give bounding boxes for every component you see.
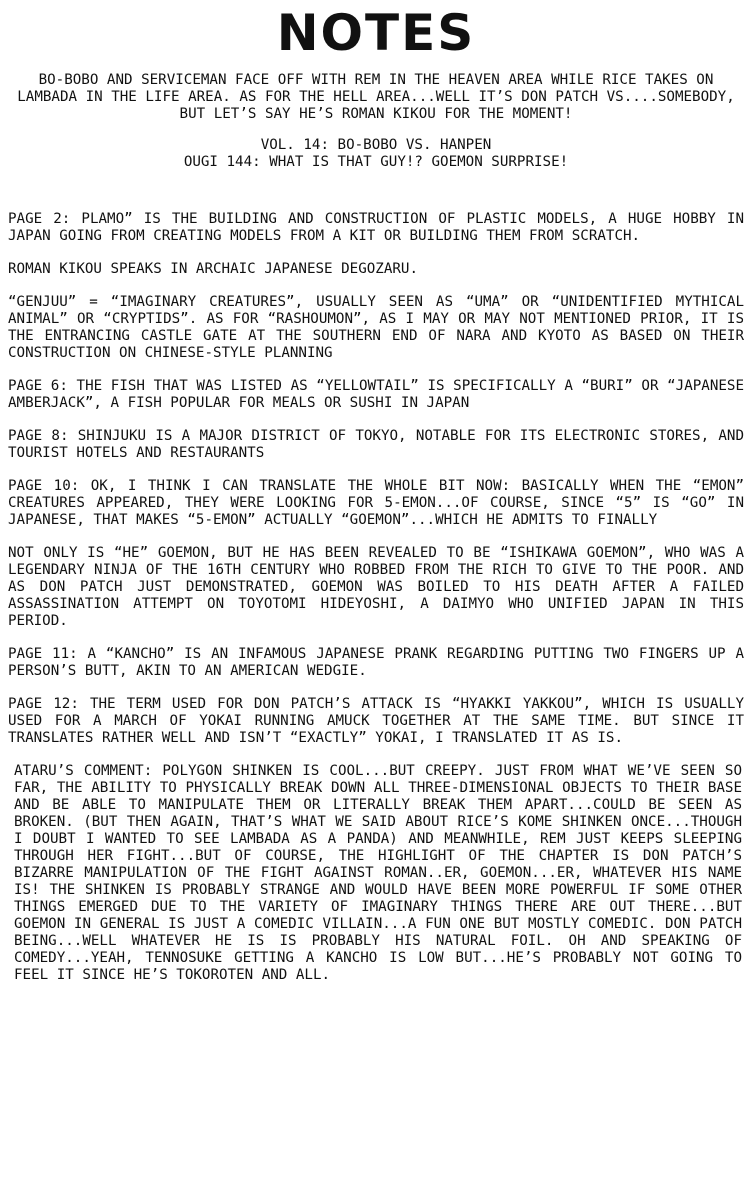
note-genjuu: “GENJUU” = “IMAGINARY CREATURES”, USUALLY SEEN AS “UMA” OR “UNIDENTIFIED MYTHICAL ANIMAL” OR “CRYPTIDS”. AS FOR “RASHOUMON”, AS I MAY OR MAY NOT MENTIONED PRIOR, IT IS THE ENTRANCING CASTLE GATE AT THE SOUTHERN END OF NARA AND KYOTO AS BASED ON THEIR CONSTRUCTION ON CHINESE-STYLE PLANNING	[8, 294, 744, 361]
volume-info	[8, 137, 744, 171]
note-page-10: PAGE 10: OK, I THINK I CAN TRANSLATE THE WHOLE BIT NOW: BASICALLY WHEN THE “EMON” CREATURES APPEARED, THEY WERE LOOKING FOR 5-EMON...OF COURSE, SINCE “5” IS “GO” IN JAPANESE, THAT MAKES “5-EMON” ACTUALLY “GOEMON”...WHICH HE ADMITS TO FINALLY	[8, 478, 744, 528]
note-page-12: PAGE 12: THE TERM USED FOR DON PATCH’S ATTACK IS “HYAKKI YAKKOU”, WHICH IS USUALLY USED FOR A MARCH OF YOKAI RUNNING AMUCK TOGETHER AT THE SAME TIME. BUT SINCE IT TRANSLATES RATHER WELL AND ISN’T “EXACTLY” YOKAI, I TRANSLATED IT AS IS.	[8, 696, 744, 746]
atarus-comment: ATARU’S COMMENT: POLYGON SHINKEN IS COOL...BUT CREEPY. JUST FROM WHAT WE’VE SEEN SO FAR, THE ABILITY TO PHYSICALLY BREAK DOWN ALL THREE-DIMENSIONAL OBJECTS TO THEIR BASE AND BE ABLE TO MANIPULATE THEM OR LITERALLY BREAK THEM APART...COULD BE SEEN AS BROKEN. (BUT THEN AGAIN, THAT’S WHAT WE SAID ABOUT RICE’S KOME SHINKEN ONCE...THOUGH I DOUBT I WANTED TO SEE LAMBADA AS A PANDA) AND MEANWHILE, REM JUST KEEPS SLEEPING THROUGH HER FIGHT...BUT OF COURSE, THE HIGHLIGHT OF THE CHAPTER IS DON PATCH’S BIZARRE MANIPULATION OF THE FIGHT AGAINST ROMAN..ER, GOEMON...ER, WHATEVER HIS NAME IS! THE SHINKEN IS PROBABLY STRANGE AND WOULD HAVE BEEN MORE POWERFUL IF SOME OTHER THINGS EMERGED DUE TO THE VARIETY OF IMAGINARY THINGS THERE ARE OUT THERE...BUT GOEMON IN GENERAL IS JUST A COMEDIC VILLAIN...A FUN ONE BUT MOSTLY COMEDIC. DON PATCH BEING...WELL WHATEVER HE IS IS PROBABLY HIS NATURAL FOIL. OH AND SPEAKING OF COMEDY...YEAH, TENNOSUKE GETTING A KANCHO IS LOW BUT...HE’S PROBABLY NOT GOING TO FEEL IT SINCE HE’S TOKOROTEN AND ALL.	[14, 763, 742, 983]
notes-list	[8, 211, 744, 747]
note-page-6: PAGE 6: THE FISH THAT WAS LISTED AS “YELLOWTAIL” IS SPECIFICALLY A “BURI” OR “JAPANESE AMBERJACK”, A FISH POPULAR FOR MEALS OR SUSHI IN JAPAN	[8, 378, 744, 411]
page-title: NOTES	[276, 4, 476, 62]
note-roman-kikou: ROMAN KIKOU SPEAKS IN ARCHAIC JAPANESE DEGOZARU.	[8, 261, 418, 277]
note-goemon: NOT ONLY IS “HE” GOEMON, BUT HE HAS BEEN REVEALED TO BE “ISHIKAWA GOEMON”, WHO WAS A LEGENDARY NINJA OF THE 16TH CENTURY WHO ROBBED FROM THE RICH TO GIVE TO THE POOR. AND AS DON PATCH JUST DEMONSTRATED, GOEMON WAS BOILED TO HIS DEATH AFTER A FAILED ASSASSINATION ATTEMPT ON TOYOTOMI HIDEYOSHI, A DAIMYO WHO UNIFIED JAPAN IN THIS PERIOD.	[8, 545, 744, 629]
volume-title: VOL. 14: BO-BOBO VS. HANPEN	[260, 137, 492, 153]
note-page-11: PAGE 11: A “KANCHO” IS AN INFAMOUS JAPANESE PRANK REGARDING PUTTING TWO FINGERS UP A PERSON’S BUTT, AKIN TO AN AMERICAN WEDGIE.	[8, 646, 744, 679]
intro-paragraph: BO-BOBO AND SERVICEMAN FACE OFF WITH REM IN THE HEAVEN AREA WHILE RICE TAKES ON LAMBADA IN THE LIFE AREA. AS FOR THE HELL AREA...WELL IT’S DON PATCH VS....SOMEBODY, BUT LET’S SAY HE’S ROMAN KIKOU FOR THE MOMENT!	[17, 72, 735, 122]
note-page-2: PAGE 2: PLAMO” IS THE BUILDING AND CONSTRUCTION OF PLASTIC MODELS, A HUGE HOBBY IN JAPAN GOING FROM CREATING MODELS FROM A KIT OR BUILDING THEM FROM SCRATCH.	[8, 211, 744, 244]
chapter-title: OUGI 144: WHAT IS THAT GUY!? GOEMON SURPRISE!	[183, 154, 569, 170]
note-page-8: PAGE 8: SHINJUKU IS A MAJOR DISTRICT OF TOKYO, NOTABLE FOR ITS ELECTRONIC STORES, AND TOURIST HOTELS AND RESTAURANTS	[8, 428, 744, 461]
